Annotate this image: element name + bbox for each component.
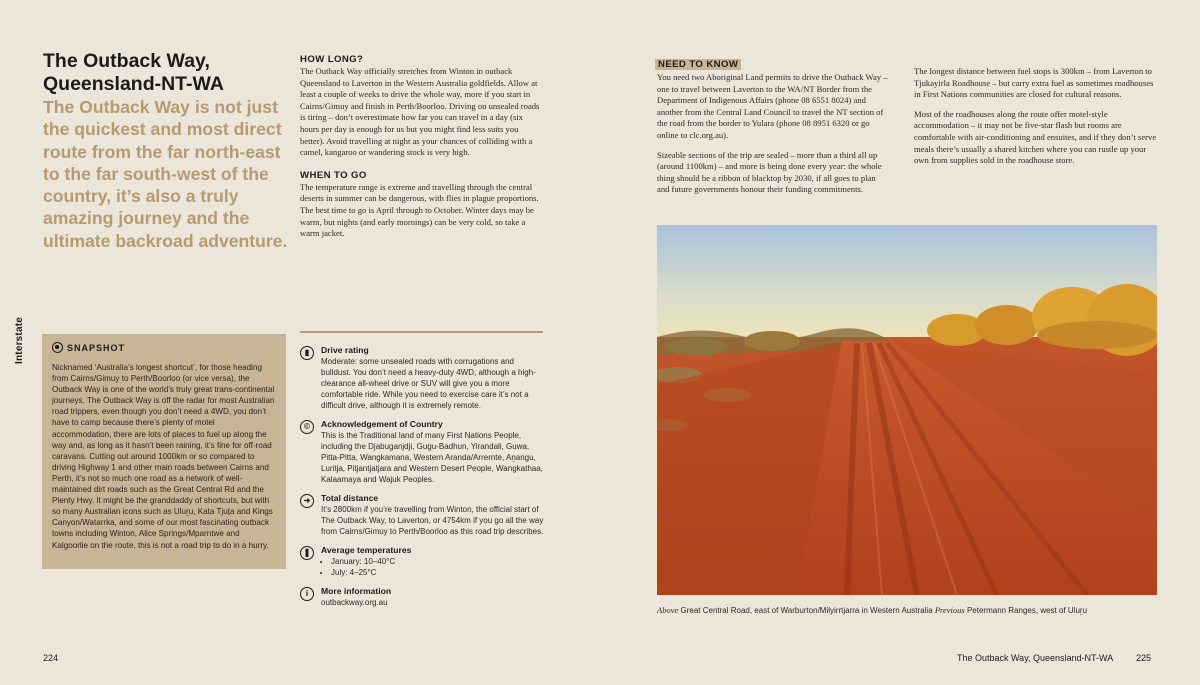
- fuel-column: [914, 66, 1160, 167]
- fact-acknowledgement: [300, 419, 545, 485]
- fact-text: Moderate: some unsealed roads with corrugations and bulldust. You don’t need a heavy-duty 4WD, although a high-clearance all-wheel drive or SUV will give you a more comfortable ride. While you need to exercise care it’s not a difficult drive, although it is extremely remote.: [321, 357, 536, 410]
- caption-previous-text: Petermann Ranges, west of Uluṟu: [966, 606, 1088, 615]
- photo-caption: [657, 605, 1157, 615]
- copyright-icon: ©: [300, 420, 314, 434]
- fact-text: This is the Traditional land of many First Nations People, including the Djabuganjdji, Gugu-Badhun, Yirandali, Guwa, Pitta-Pitta, Wangkamana, Western Aranda/Arrernte, Aṉangu, Luritja, Pitjantjatjara and Western Desert People, Wangkathaa, Kalaamaya and Wajuk Peoples.: [321, 431, 543, 484]
- list-item: • July: 4–25°C: [331, 567, 411, 578]
- section-tab-label: Interstate: [14, 316, 25, 364]
- how-long-heading: HOW LONG?: [300, 54, 364, 65]
- list-item: • January: 10–40°C: [331, 556, 411, 567]
- need-to-know-heading: NEED TO KNOW: [655, 59, 741, 70]
- when-to-go-text: The temperature range is extreme and travelling through the central deserts in summer can be dangerous, with flies in plague proportions. The best time to go is April through to October. Winter days may be warm, but nights (and early mornings) can be very cold, so take a warm jacket.: [300, 181, 539, 239]
- fact-title: Drive rating: [321, 345, 369, 355]
- arrow-right-icon: ➜: [300, 494, 314, 508]
- when-to-go-heading: WHEN TO GO: [300, 169, 367, 181]
- fact-text: It’s 2800km if you’re travelling from Winton, the official start of The Outback Way, to Laverton, or 4754km if you go all the way from Cairns/Gimuy to Perth/Boorloo as this road trip describes.: [321, 505, 544, 536]
- fact-total-distance: [300, 493, 545, 537]
- info-icon: i: [300, 587, 314, 601]
- section-divider: [300, 331, 543, 333]
- how-long-column: [300, 54, 542, 240]
- lede-paragraph: The Outback Way is not just the quickest and most direct route from the far north-east to the far south-west of the country, it’s also a truly amazing journey and the ultimate backroad adventure.: [43, 97, 288, 251]
- fact-list: [300, 345, 545, 616]
- road-photo: [657, 225, 1157, 595]
- page-title: The Outback Way, Queensland-NT-WA: [43, 50, 224, 95]
- bar-chart-icon: ▮: [300, 346, 314, 360]
- roadhouse-text: Most of the roadhouses along the route offer motel-style accommodation – it may not be five-star flash but rooms are comfortable with air-conditioning and ensuites, and if they don’t serve meals there’s usually a shared kitchen where you can rustle up your own from supplies sold in the roadhouse store.: [914, 108, 1157, 166]
- thermometer-icon: ❚: [300, 546, 314, 560]
- caption-above-text: Great Central Road, east of Warburton/Milyirrtjarra in Western Australia: [680, 606, 933, 615]
- fact-title: Average temperatures: [321, 545, 412, 555]
- caption-previous-label: Previous: [934, 605, 965, 615]
- snapshot-heading: [52, 342, 276, 353]
- fuel-text: The longest distance between fuel stops is 300km – from Laverton to Tjukayirla Roadhouse – but carry extra fuel as sometimes roadhouses in First Nations communities are closed for cultural reasons.: [914, 66, 1154, 100]
- need-to-know-text-2: Sizeable sections of the trip are sealed – more than a third all up (around 1100km) – and more is being done every year: the whole thing should be a ribbon of blacktop by 2030, if all goes to plan and future governments honour their funding commitments.: [657, 149, 882, 195]
- page-number-left: 224: [43, 653, 59, 663]
- need-to-know-text-1: You need two Aboriginal Land permits to drive the Outback Way – one to travel between Laverton to the WA/NT Border from the Department of Indigenous Affairs (phone 08 6551 8024) and another from the Central Land Council to travel the NT section of the road from the border to Yulara (phone 08 8951 6320 or go online to clc.org.au).: [657, 72, 888, 140]
- fact-temperatures: [300, 545, 545, 578]
- target-icon: [52, 342, 63, 353]
- fact-title: Total distance: [321, 493, 379, 503]
- fact-title: Acknowledgement of Country: [321, 419, 443, 429]
- fact-drive-rating: [300, 345, 545, 411]
- outback-road-image: [657, 225, 1157, 595]
- website-link[interactable]: outbackway.org.au: [321, 598, 388, 607]
- page-number-right: 225: [1136, 653, 1152, 663]
- section-tab: [14, 318, 34, 368]
- fact-more-information: [300, 586, 545, 608]
- snapshot-heading-label: SNAPSHOT: [67, 342, 126, 353]
- how-long-text: The Outback Way officially stretches from Winton in outback Queensland to Laverton in the Western Australia goldfields. Allow at least a couple of weeks to drive the whole way, more if you start in Cairns/Gimuy and finish in Perth/Boorloo. Driving on unsealed roads is tiring – don’t overestimate how far you can travel in a day (six hours per day is enough for us but you might find less suits you better). Avoid travelling at night as your chances of colliding with a camel, kangaroo or wandering stock is very high.: [300, 66, 540, 158]
- need-to-know-column: [657, 54, 889, 196]
- caption-above-label: Above: [657, 605, 679, 615]
- snapshot-text: Nicknamed ‘Australia’s longest shortcut’, for those heading from Cairns/Gimuy to Perth/Boorloo (or vice versa), the Outback Way is one of the world’s truly great trans-continental journeys. The Outback Way is off the radar for most Australian road trippers, even though you don’t need a 4WD, you don’t have to camp because there’s plenty of motel accommodation, there are lots of places to fuel up along the way and, as long as it hasn’t been raining, it’s fine for off-road caravans. Cutting out around 1000km or so compared to driving Highway 1 and other main roads between Cairns and Perth, it’s not so much one road as a network of well-maintained dirt roads such as the Great Central Rd and the Plenty Hwy. It might be the granddaddy of shortcuts, but with so many Australian icons such as Uluṟu, Kata Tjuṯa and Kings Canyon/Watarrka, and some of our most fascinating outback towns including Winton, Alice Springs/Mparntwe and Kalgoorlie on the route, this is not a road trip to do in a hurry.: [52, 363, 275, 550]
- fact-title: More information: [321, 586, 392, 596]
- snapshot-box: [42, 334, 286, 569]
- running-head: The Outback Way, Queensland-NT-WA: [957, 653, 1114, 663]
